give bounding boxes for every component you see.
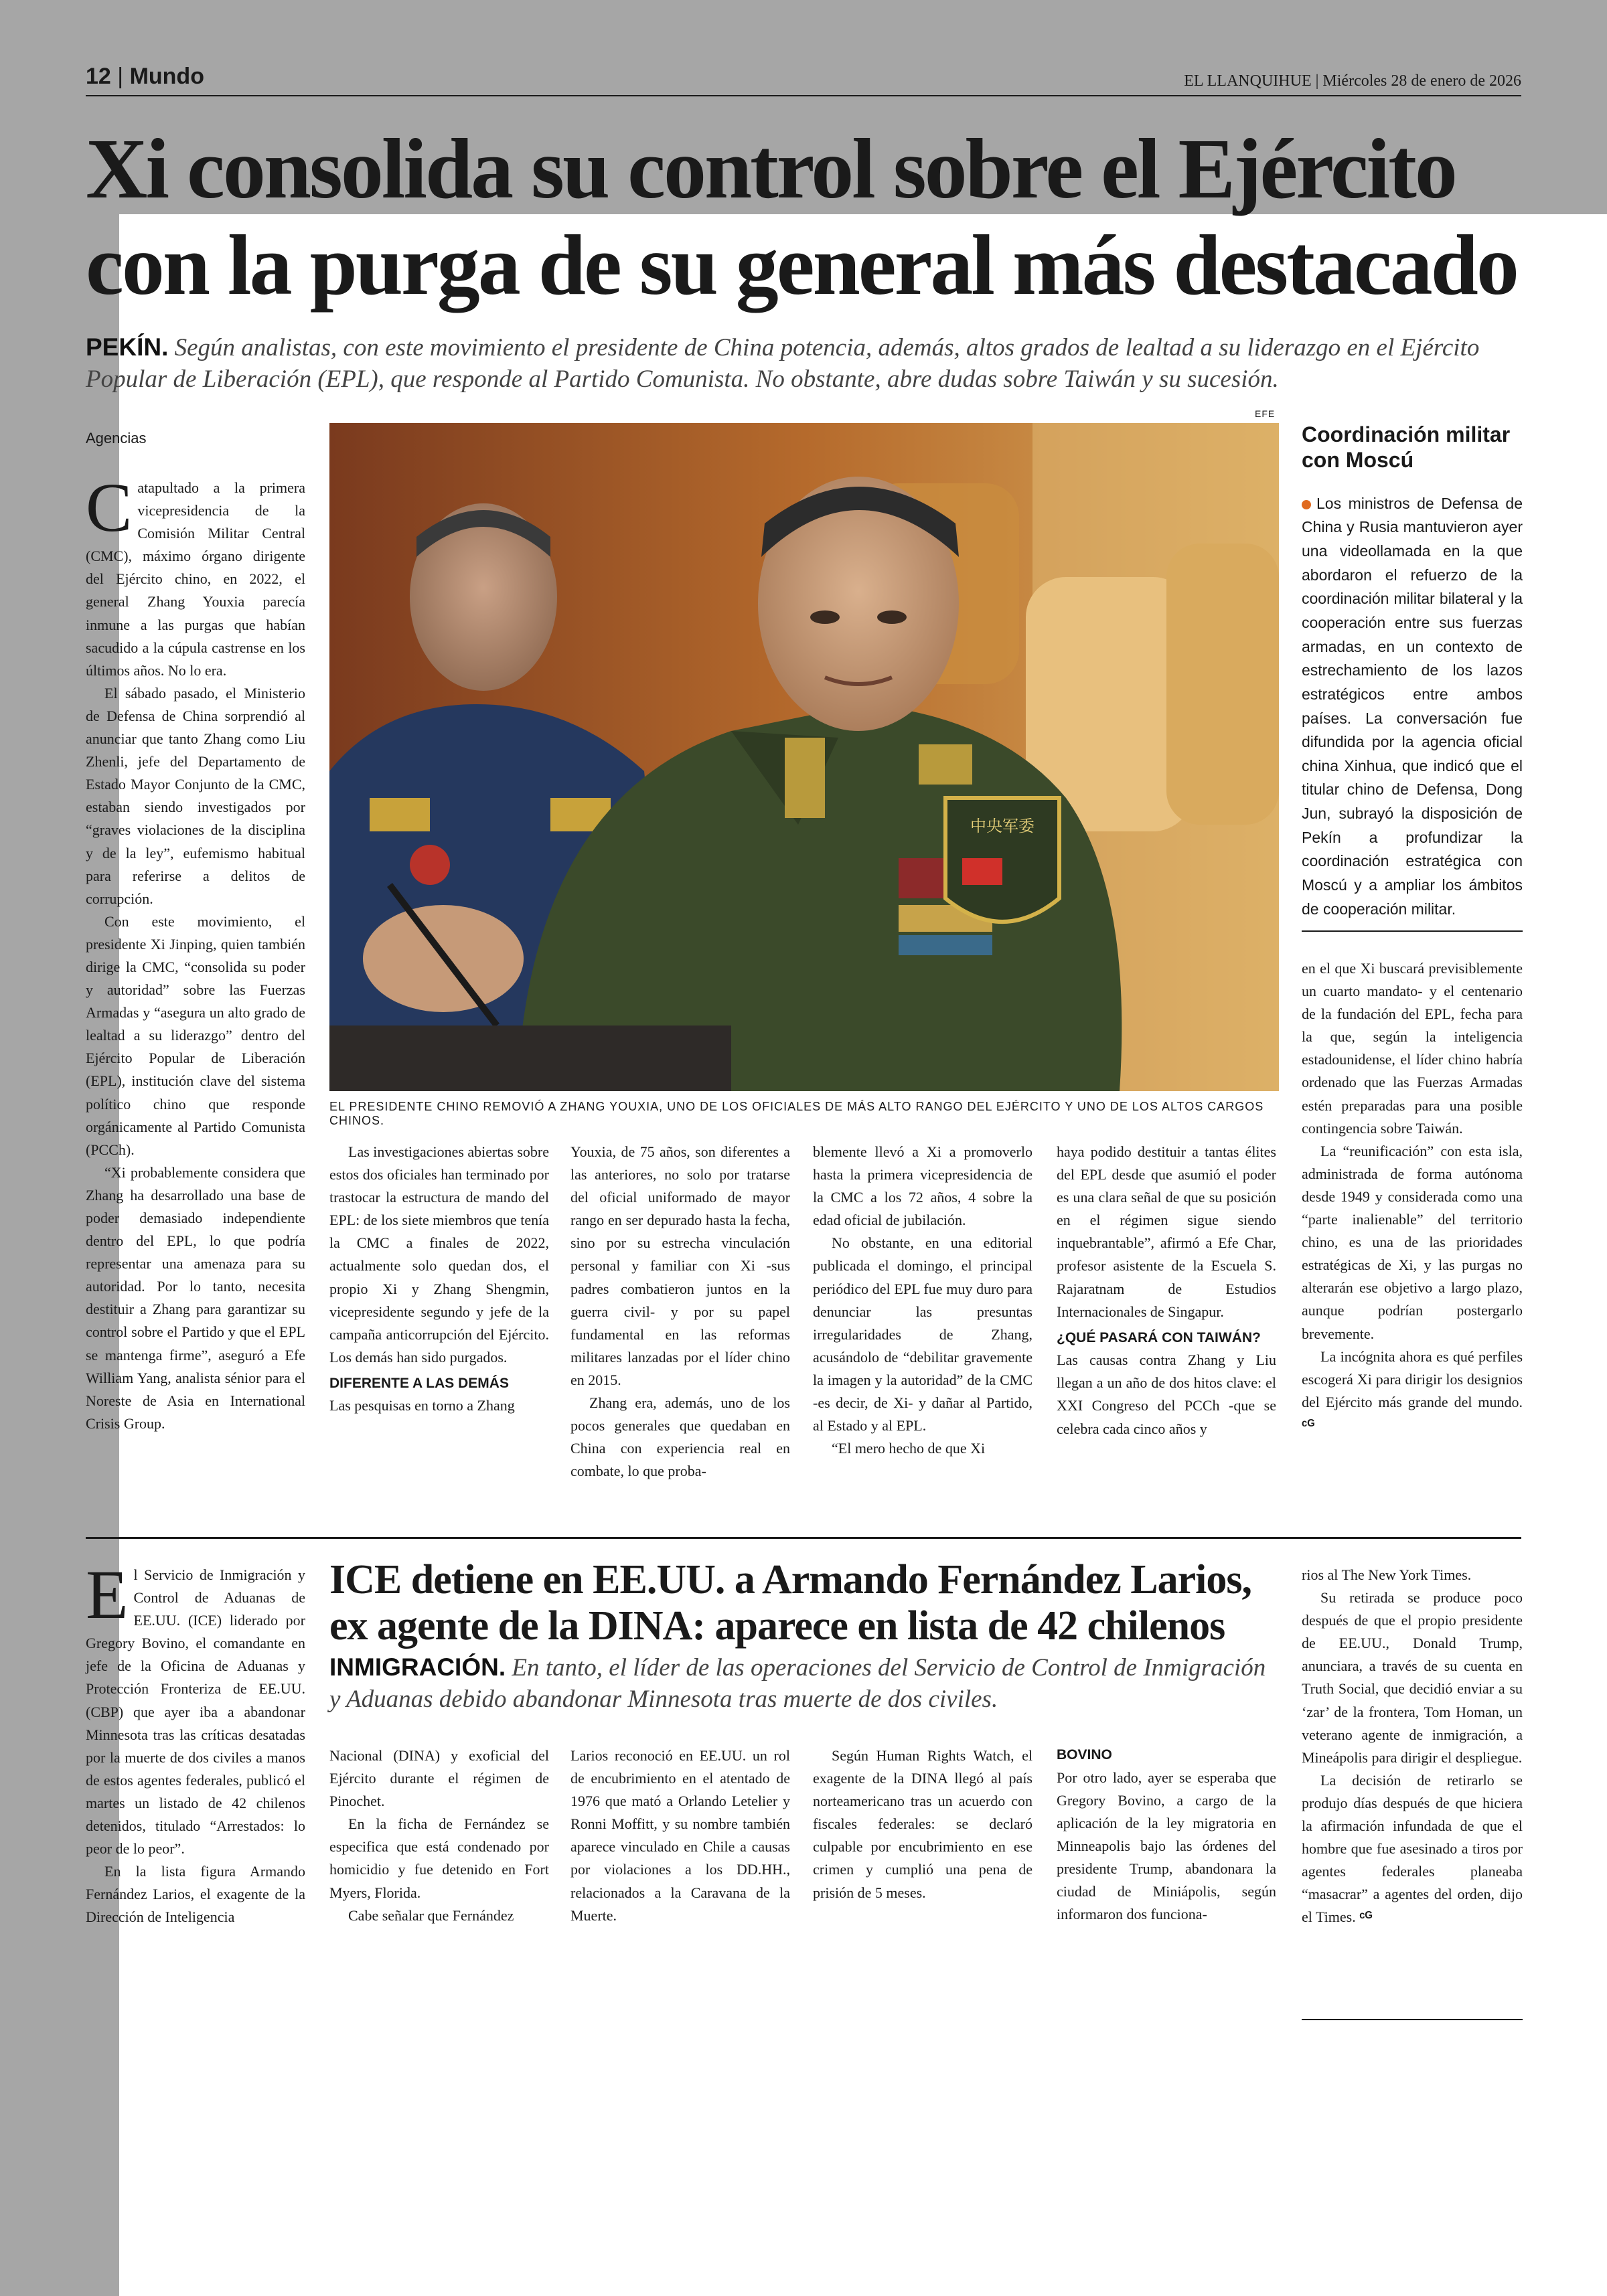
article2-end-rule [1302, 2019, 1523, 2020]
article1-col3-paragraph-2: Zhang era, además, uno de los pocos generales que quedaban en China con experiencia real en combate, lo que proba- [570, 1394, 790, 1480]
article2-col2-paragraph-2: En la ficha de Fernández se especifica que está condenado por homicidio y fue detenido en Fort Myers, Florida. [329, 1815, 549, 1901]
article1-col4-paragraph-2: No obstante, en una editorial publicada el domingo, el principal periódico del EPL fue muy duro para denunciar las presuntas irregularidades de Zhang, acusándolo de “debilitar gravemente la imagen y la autoridad” de la CMC -es decir, de Xi- y dañar al Partido, al Estado y al EPL. [813, 1234, 1032, 1434]
article2-col1-paragraph-2: En la lista figura Armando Fernández Larios, el exagente de la Dirección de Inteligencia [86, 1863, 305, 1926]
article1-col5-paragraph-1: haya podido destituir a tantas élites del EPL desde que asumió el poder es una clara señal de que su posición en el régimen sigue siendo inquebrantable”, afirmó a Efe Char, profesor asistente de la Escuela S. Rajaratnam de Estudios Internacionales de Singapur. [1057, 1143, 1276, 1320]
article1-lead-text: Según analistas, con este movimiento el presidente de China potencia, además, altos grados de lealtad a su liderazgo en el Ejército Popular de Liberación (EPL), que responde al Partido Comunista. No obstante, abre dudas sobre Taiwán y su sucesión. [86, 334, 1480, 393]
article2-column-2 [329, 1744, 549, 1927]
article2-col6-paragraph-2: Su retirada se produce poco después de que el propio presidente de EE.UU., Donald Trump, anunciara, a través de su cuenta en Truth Social, que decidió enviar a su ‘zar’ de la frontera, Tom Homan, un veterano agente de inmigración, a Mineápolis para dirigir el despliegue. [1302, 1589, 1523, 1766]
article1-col1-paragraph-2: El sábado pasado, el Ministerio de Defensa de China sorprendió al anunciar que tanto Zhang como Liu Zhenli, jefe del Departamento de Estado Mayor Conjunto de la CMC, estaban siendo investigados por “graves violaciones de la disciplina y de la ley”, eufemismo habitual para referirse a delitos de corrupción. [86, 684, 305, 907]
article2-column-3 [570, 1744, 790, 1927]
article1-byline: Agencias [86, 430, 147, 446]
header-rule [86, 95, 1521, 96]
article1-photo [329, 423, 1279, 1091]
sidebar-body [1302, 492, 1523, 922]
sidebar-box [1302, 422, 1523, 921]
page-number: 12 [86, 64, 111, 89]
article1-col6-paragraph-1: en el que Xi buscará previsiblemente un cuarto mandato- y el centenario de la fundación del EPL, fecha para la que, según la inteligencia estadounidense, el líder chino habría ordenado que las Fuerzas Armadas estén preparadas para una posible contingencia sobre Taiwán. [1302, 960, 1523, 1137]
article2-col2-paragraph-3: Cabe señalar que Fernández [348, 1906, 514, 1924]
article2-col4-paragraph-1: Según Human Rights Watch, el exagente de la DINA llegó al país norteamericano tras un acuerdo con fiscales federales: se declaró culpable por encubrimiento en ese crimen y cumplió una pena de prisión de 5 meses. [813, 1747, 1032, 1901]
article2-column-6 [1302, 1564, 1523, 1929]
article1-headline-line1: Xi consolida su control sobre el Ejército [86, 121, 1456, 216]
sidebar-rule [1302, 930, 1523, 932]
sidebar-text: Los ministros de Defensa de China y Rusia mantuvieron ayer una videollamada en la que abordaron el refuerzo de la coordinación militar bilateral y la cooperación entre sus fuerzas armadas, en un contexto de estrechamiento de los lazos estratégicos entre ambos países. La conversación fue difundida por la agencia oficial china Xinhua, que indicó que el titular chino de Defensa, Dong Jun, subrayó la disposición de Pekín a profundizar la coordinación estratégica con Moscú y a ampliar los ámbitos de cooperación militar. [1302, 494, 1523, 918]
shoulder-badge-text: 中央军委 [970, 817, 1035, 835]
article2-headline [329, 1557, 1300, 1650]
sidebar-title: Coordinación militar con Moscú [1302, 422, 1511, 473]
page-header-left: 12 | Mundo [86, 64, 204, 89]
article2-column-1 [86, 1556, 305, 1929]
publication-name: EL LLANQUIHUE [1184, 72, 1312, 90]
photo-credit: EFE [1255, 408, 1276, 419]
article1-dropcap: C [86, 469, 133, 546]
article1-col6-paragraph-2: La “reunificación” con esta isla, administrada de forma autónoma desde 1949 y considerada como una “parte inalienable” del territorio chino, es una de las prioridades estratégicas de Xi, y las purgas no alterarán ese objetivo a largo plazo, aunque podrían postergarlo brevemente. [1302, 1142, 1523, 1342]
article2-col6-paragraph-1: rios al The New York Times. [1302, 1566, 1472, 1583]
article2-column-5 [1057, 1744, 1276, 1926]
article2-col6-paragraph-3 [1302, 1769, 1523, 1929]
article1-column-6 [1302, 957, 1523, 1437]
article2-col3-paragraph-1: Larios reconoció en EE.UU. un rol de encubrimiento en el atentado de 1976 que mató a Orlando Letelier y Ronni Moffitt, y su nombre también aparece vinculado en Chile a causas por violaciones a los DD.HH., relacionados a la Caravana de la Muerte. [570, 1747, 790, 1924]
article2-headline-line1: ICE detiene en EE.UU. a Armando Fernández Larios, [329, 1557, 1251, 1603]
article2-lead-text: En tanto, el líder de las operaciones del Servicio de Control de Inmigración y Aduanas debido abandonar Minnesota tras muerte de dos civiles. [329, 1654, 1266, 1713]
article1-subhead-taiwan: ¿QUÉ PASARÁ CON TAIWÁN? [1057, 1329, 1261, 1345]
article2-col1-paragraph-1 [86, 1556, 305, 1860]
article1-lead-label: PEKÍN. [86, 333, 169, 361]
article1-lead [86, 332, 1525, 396]
article1-col2-paragraph-2: Las pesquisas en torno a Zhang [329, 1397, 515, 1414]
article-separator [86, 1537, 1521, 1539]
article1-col4-paragraph-1: blemente llevó a Xi a promoverlo hasta la primera vicepresidencia de la CMC a los 72 años, 4 sobre la edad oficial de jubilación. [813, 1143, 1032, 1229]
article2-col5-paragraph-1: Por otro lado, ayer se esperaba que Gregory Bovino, a cargo de la aplicación de la ley migratoria en Minneapolis bajo las órdenes del presidente Trump, abandonara la ciudad de Miniápolis, según informaron dos funciona- [1057, 1769, 1276, 1923]
article1-col3-paragraph-1: Youxia, de 75 años, son diferentes a las anteriores, no solo por tratarse del oficial uniformado de mayor rango en ser depurado hasta la fecha, sino por su estrecha vinculación personal y familiar con Xi -sus padres combatieron juntos en la guerra civil- y por su papel fundamental en las reformas militares lanzadas por el líder chino en 2015. [570, 1143, 790, 1388]
shoulder-badge [945, 798, 1059, 922]
article1-col1-paragraph-1 [86, 469, 305, 682]
article2-col6-text-3: La decisión de retirarlo se produjo días después de que hiciera la afirmación infundada de que el hombre que fue asesinado a tiros por agentes federales planeaba “masacrar” a agentes del orden, dijo el Times. [1302, 1771, 1523, 1926]
article1-col1-text-1: atapultado a la primera vicepresidencia de la Comisión Militar Central (CMC), máximo órgano dirigente del Ejército chino, en 2022, el general Zhang Youxia parecía inmune a las purgas que habían sacudido a la cúpula castrense en los últimos años. No lo era. [86, 479, 305, 679]
end-mark-icon: ᶜᴳ [1359, 1908, 1373, 1926]
photo-illustration [329, 423, 1279, 1091]
article1-col4-paragraph-3: “El mero hecho de que Xi [832, 1440, 986, 1457]
photo-caption: EL PRESIDENTE CHINO REMOVIÓ A ZHANG YOUXIA, UNO DE LOS OFICIALES DE MÁS ALTO RANGO DEL EJÉRCITO Y UNO DE LOS ALTOS CARGOS CHINOS. [329, 1100, 1264, 1127]
article2-col2-paragraph-1: Nacional (DINA) y exoficial del Ejército durante el régimen de Pinochet. [329, 1747, 549, 1810]
article2-lead-label: INMIGRACIÓN. [329, 1653, 506, 1681]
article1-headline-line2: con la purga de su general más destacado [86, 218, 1517, 313]
article2-lead [329, 1652, 1280, 1716]
article1-column-4 [813, 1141, 1032, 1460]
article1-col6-paragraph-3 [1302, 1345, 1523, 1437]
article1-column-1 [86, 469, 305, 1435]
article2-column-4 [813, 1744, 1032, 1904]
article2-col1-text-1: l Servicio de Inmigración y Control de Aduanas de EE.UU. (ICE) liderado por Gregory Bovino, el comandante en jefe de la Oficina de Aduanas y Protección Fronteriza de EE.UU.(CBP) que ayer iba a abandonar Minnesota tras las críticas desatadas por la muerte de dos civiles a manos de estos agentes federales, publicó el martes un listado de 42 chilenos detenidos, titulado “Arrestados: lo peor de lo peor”. [86, 1566, 305, 1858]
article1-col1-paragraph-3: Con este movimiento, el presidente Xi Jinping, quien también dirige la CMC, “consolida su poder y autoridad” sobre las Fuerzas Armadas y “asegura un alto grado de lealtad a su liderazgo” dentro del Ejército Popular de Liberación (EPL), institución clave del sistema político chino que responde orgánicamente al Partido Comunista (PCCh). [86, 912, 305, 1158]
article1-column-5 [1057, 1141, 1276, 1441]
article1-subhead-different: DIFERENTE A LAS DEMÁS [329, 1375, 509, 1391]
article1-headline [86, 121, 1545, 313]
article1-col5-paragraph-2: Las causas contra Zhang y Liu llegan a un año de dos hitos clave: el XXI Congreso del PCCh -que se celebra cada cinco años y [1057, 1351, 1276, 1437]
article2-headline-line2: ex agente de la DINA: aparece en lista de 42 chilenos [329, 1603, 1225, 1649]
article1-column-3 [570, 1141, 790, 1483]
end-mark-icon: ᶜᴳ [1302, 1416, 1315, 1433]
article1-col6-text-3: La incógnita ahora es qué perfiles escogerá Xi para dirigir los designios del Ejército más grande del mundo. [1302, 1347, 1523, 1410]
article1-col2-paragraph-1: Las investigaciones abiertas sobre estos dos oficiales han terminado por trastocar la estructura de mando del EPL: de los siete miembros que tenía la CMC a finales de 2022, actualmente solo quedan dos, el propio Xi y Zhang Shengmin, vicepresidente segundo y jefe de la campaña anticorrupción del Ejército. Los demás han sido purgados. [329, 1143, 549, 1366]
issue-date: Miércoles 28 de enero de 2026 [1322, 72, 1521, 90]
article2-dropcap: E [86, 1556, 129, 1633]
sidebar-bullet-icon [1302, 500, 1311, 509]
article1-column-2 [329, 1141, 549, 1418]
page-header-right: EL LLANQUIHUE | Miércoles 28 de enero de 2026 [1184, 72, 1521, 90]
section-name: Mundo [129, 64, 204, 89]
article2-subhead-bovino: BOVINO [1057, 1747, 1112, 1762]
article1-col1-paragraph-4: “Xi probablemente considera que Zhang ha desarrollado una base de poder demasiado independiente dentro del EPL, lo que podría representar una amenaza para su autoridad. Por lo tanto, necesita destituir a Zhang para garantizar su control sobre el Partido y que el EPL se mantenga firme”, aseguró a Efe William Yang, analista sénior para el Noreste de Asia en International Crisis Group. [86, 1163, 305, 1432]
